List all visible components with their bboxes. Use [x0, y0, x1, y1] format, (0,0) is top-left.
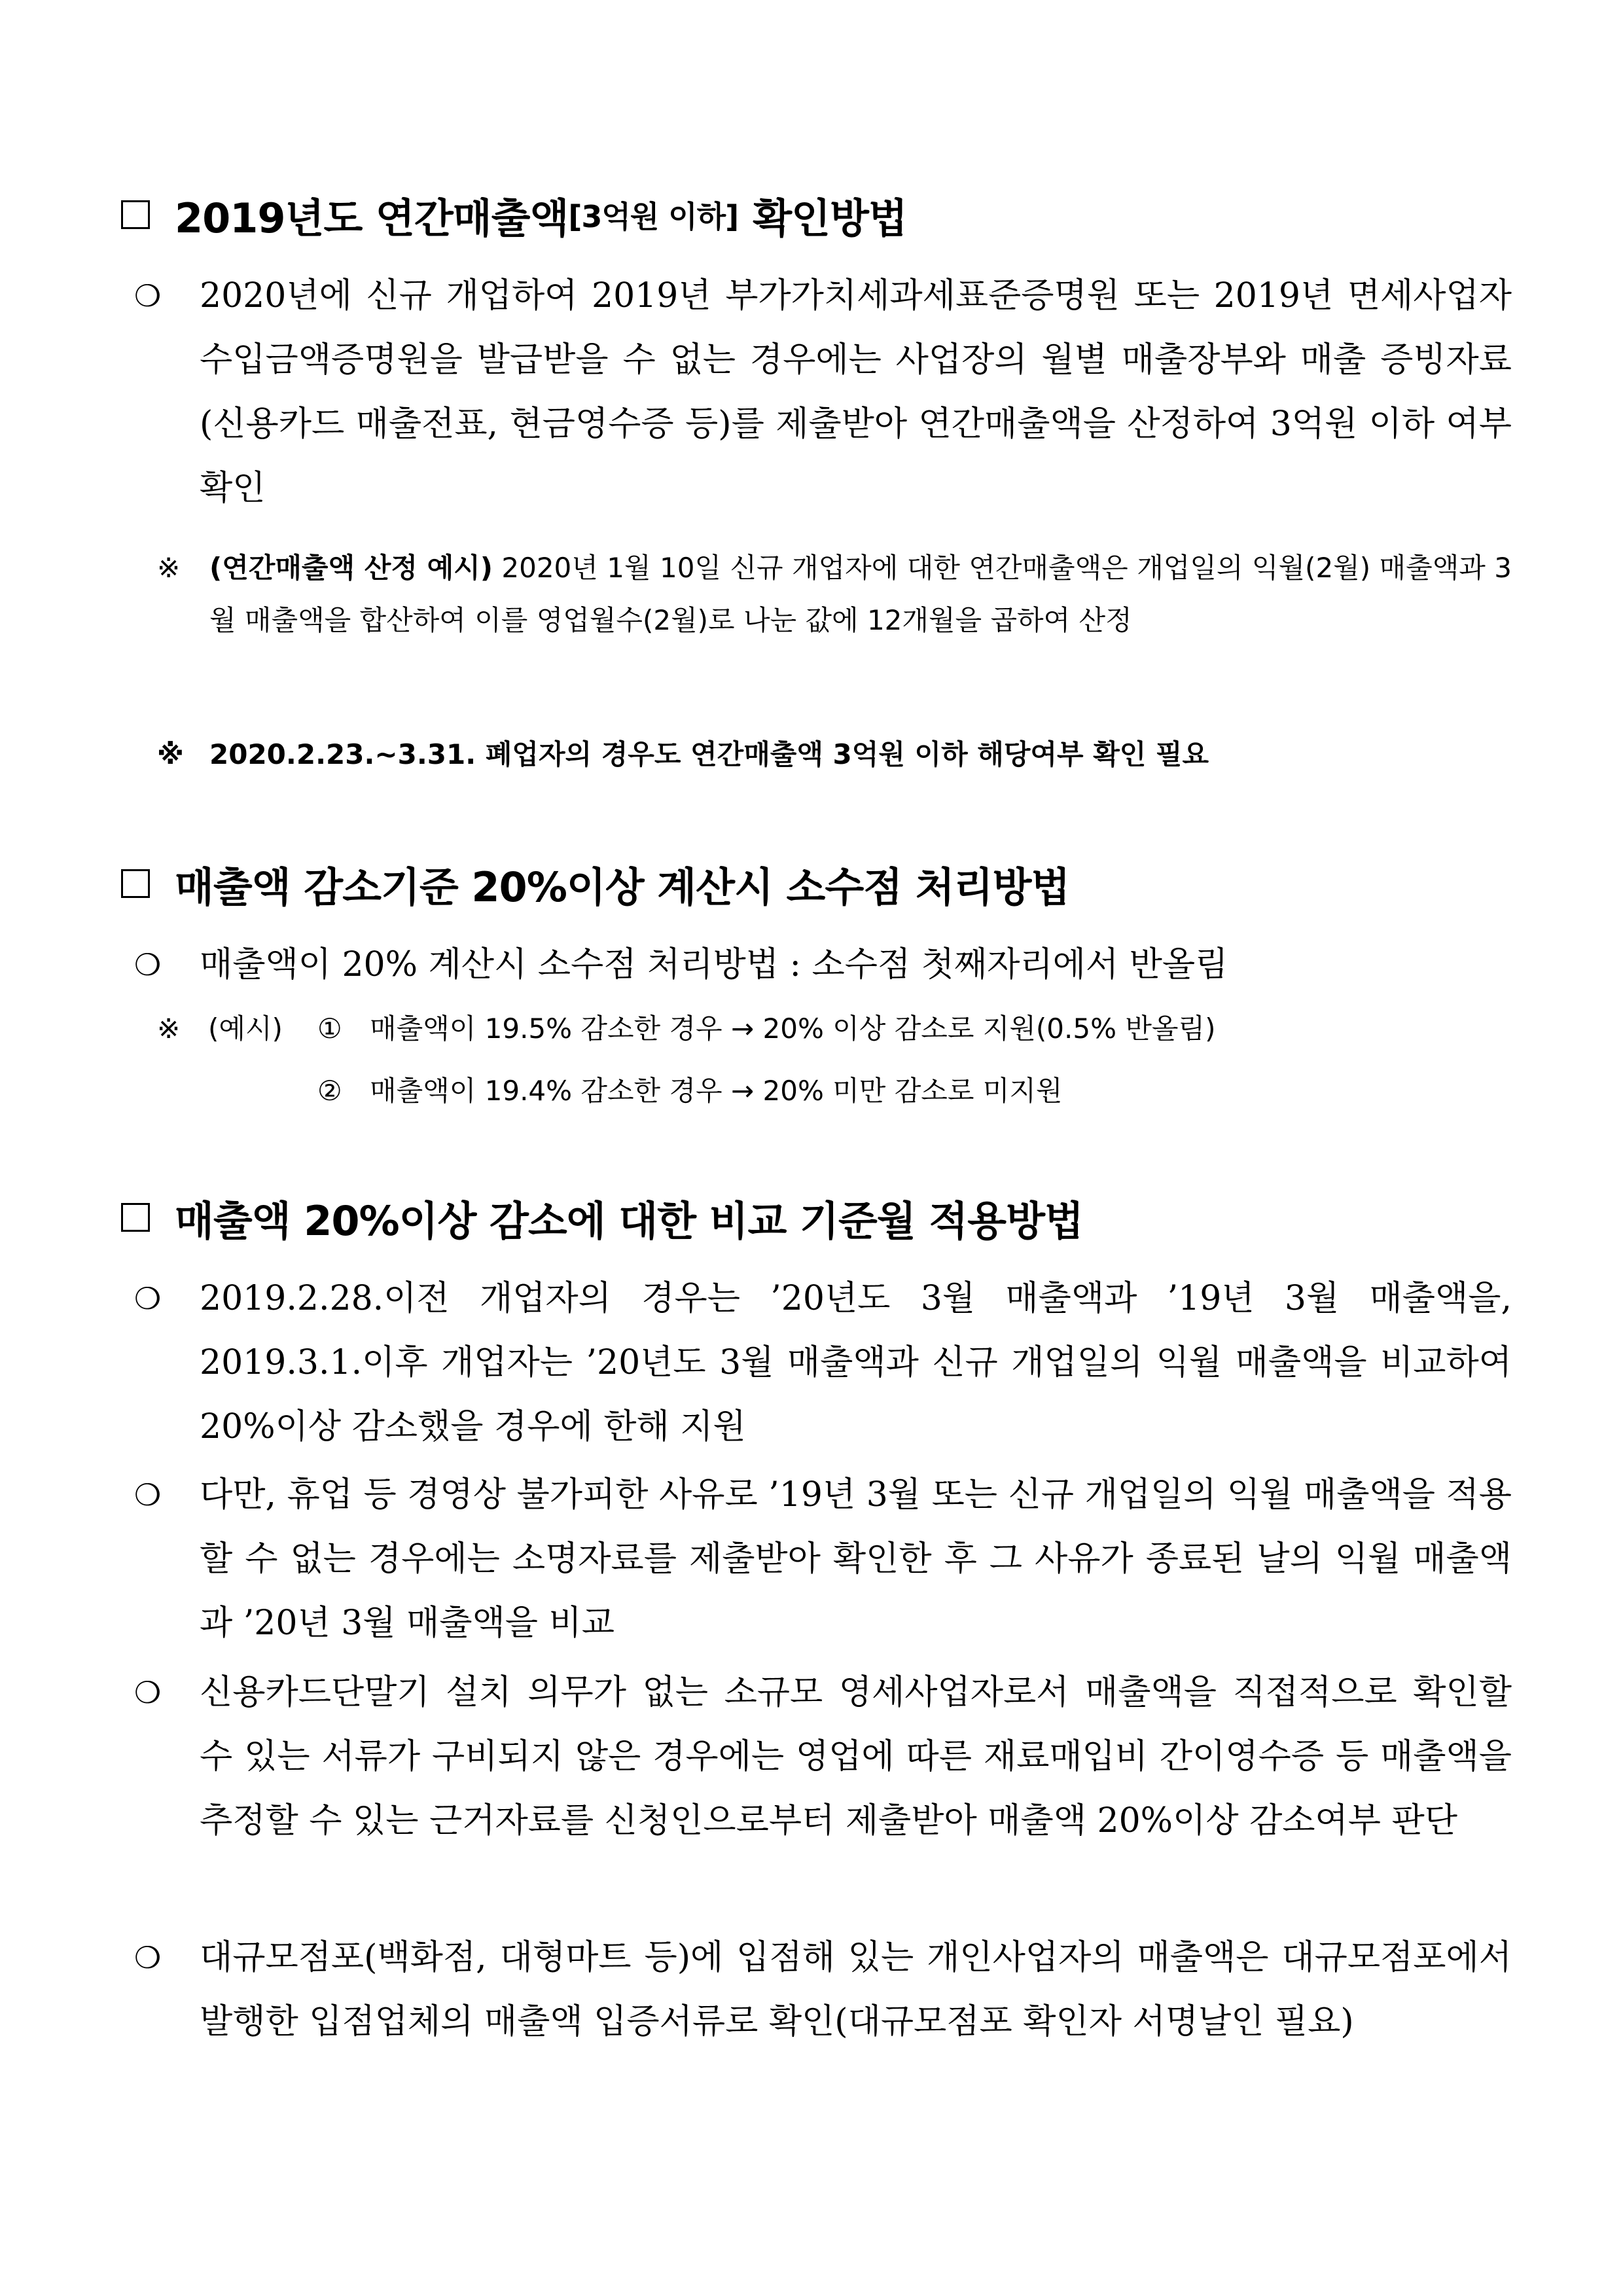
section-2-bullet-1 [134, 933, 1512, 997]
bullet-text: 다만, 휴업 등 경영상 불가피한 사유로 ’19년 3월 또는 신규 개업일의 익월 매출액을 적용할 수 없는 경우에는 소명자료를 제출받아 확인한 후 그 사유가 종료된 날의 익월 매출액과 ’20년 3월 매출액을 비교 [200, 1475, 1512, 1643]
section-3-heading [121, 1188, 1083, 1247]
bullet-text: 2019.2.28.이전 개업자의 경우는 ’20년도 3월 매출액과 ’19년 3월 매출액을, 2019.3.1.이후 개업자는 ’20년도 3월 매출액과 신규 개업일의 익월 매출액을 비교하여 20%이상 감소했을 경우에 한해 지원 [200, 1279, 1512, 1446]
checkbox-square-icon [121, 869, 150, 898]
checkbox-square-icon [121, 200, 150, 229]
section-1-title-tail: 확인방법 [753, 194, 907, 242]
example-2-text: 매출액이 19.4% 감소한 경우 → 20% 미만 감소로 미지원 [370, 1075, 1063, 1107]
section-1-heading [121, 185, 907, 244]
section-3-bullet-2 [134, 1463, 1512, 1655]
section-1-title-small: [3억원 이하] [568, 199, 739, 234]
example-label: (예시) [208, 1013, 283, 1045]
section-1-note-1 [157, 542, 1512, 647]
bullet-text: 2020년에 신규 개업하여 2019년 부가가치세과세표준증명원 또는 2019년 면세사업자 수입금액증명원을 발급받을 수 없는 경우에는 사업장의 월별 매출장부와 매출 증빙자료(신용카드 매출전표, 현금영수증 등)를 제출받아 연간매출액을 산정하여 3억원 이하 여부 확인 [200, 276, 1512, 508]
bullet-text: 대규모점포(백화점, 대형마트 등)에 입점해 있는 개인사업자의 매출액은 대규모점포에서 발행한 입점업체의 매출액 입증서류로 확인(대규모점포 확인자 서명날인 필요) [200, 1938, 1512, 2041]
checkbox-square-icon [121, 1203, 150, 1232]
section-2-heading [121, 854, 1069, 913]
note-lead: (연간매출액 산정 예시) [209, 552, 493, 584]
note-text: 2020년 1월 10일 신규 개업자에 대한 연간매출액은 개업일의 익월(2월) 매출액과 3월 매출액을 합산하여 이를 영업월수(2월)로 나눈 값에 12개월을 곱하여 산정 [209, 552, 1512, 636]
circle-bullet-icon: ❍ [134, 1281, 162, 1316]
example-1-number: ① [317, 1013, 342, 1045]
section-1-title: 2019년도 연간매출액 [175, 194, 569, 242]
section-3-title: 매출액 20%이상 감소에 대한 비교 기준월 적용방법 [175, 1196, 1083, 1245]
circle-bullet-icon: ❍ [134, 1675, 162, 1710]
bullet-text: 매출액이 20% 계산시 소수점 처리방법 : 소수점 첫째자리에서 반올림 [200, 945, 1228, 984]
circle-bullet-icon: ❍ [134, 278, 162, 314]
section-3-bullet-4 [134, 1926, 1512, 2054]
section-3-bullet-3 [134, 1660, 1512, 1853]
section-1-note-2 [157, 728, 1512, 781]
reference-mark-icon: ※ [157, 552, 181, 584]
example-1-text: 매출액이 19.5% 감소한 경우 → 20% 이상 감소로 지원(0.5% 반올림) [370, 1013, 1216, 1045]
circle-bullet-icon: ❍ [134, 1477, 162, 1513]
circle-bullet-icon: ❍ [134, 947, 162, 982]
circle-bullet-icon: ❍ [134, 1940, 162, 1975]
reference-mark-icon: ※ [157, 738, 184, 770]
example-2-number: ② [317, 1075, 342, 1107]
section-2-title: 매출액 감소기준 20%이상 계산시 소수점 처리방법 [175, 863, 1070, 911]
example-note-mark: ※ [157, 1013, 181, 1045]
section-1-bullet-1 [134, 264, 1512, 520]
bullet-text: 신용카드단말기 설치 의무가 없는 소규모 영세사업자로서 매출액을 직접적으로 확인할 수 있는 서류가 구비되지 않은 경우에는 영업에 따른 재료매입비 간이영수증 등 매출액을 추정할 수 있는 근거자료를 신청인으로부터 제출받아 매출액 20%이상 감소여부 판단 [200, 1673, 1512, 1840]
section-3-bullet-1 [134, 1266, 1512, 1459]
note-text: 2020.2.23.~3.31. 폐업자의 경우도 연간매출액 3억원 이하 해당여부 확인 필요 [209, 738, 1209, 770]
